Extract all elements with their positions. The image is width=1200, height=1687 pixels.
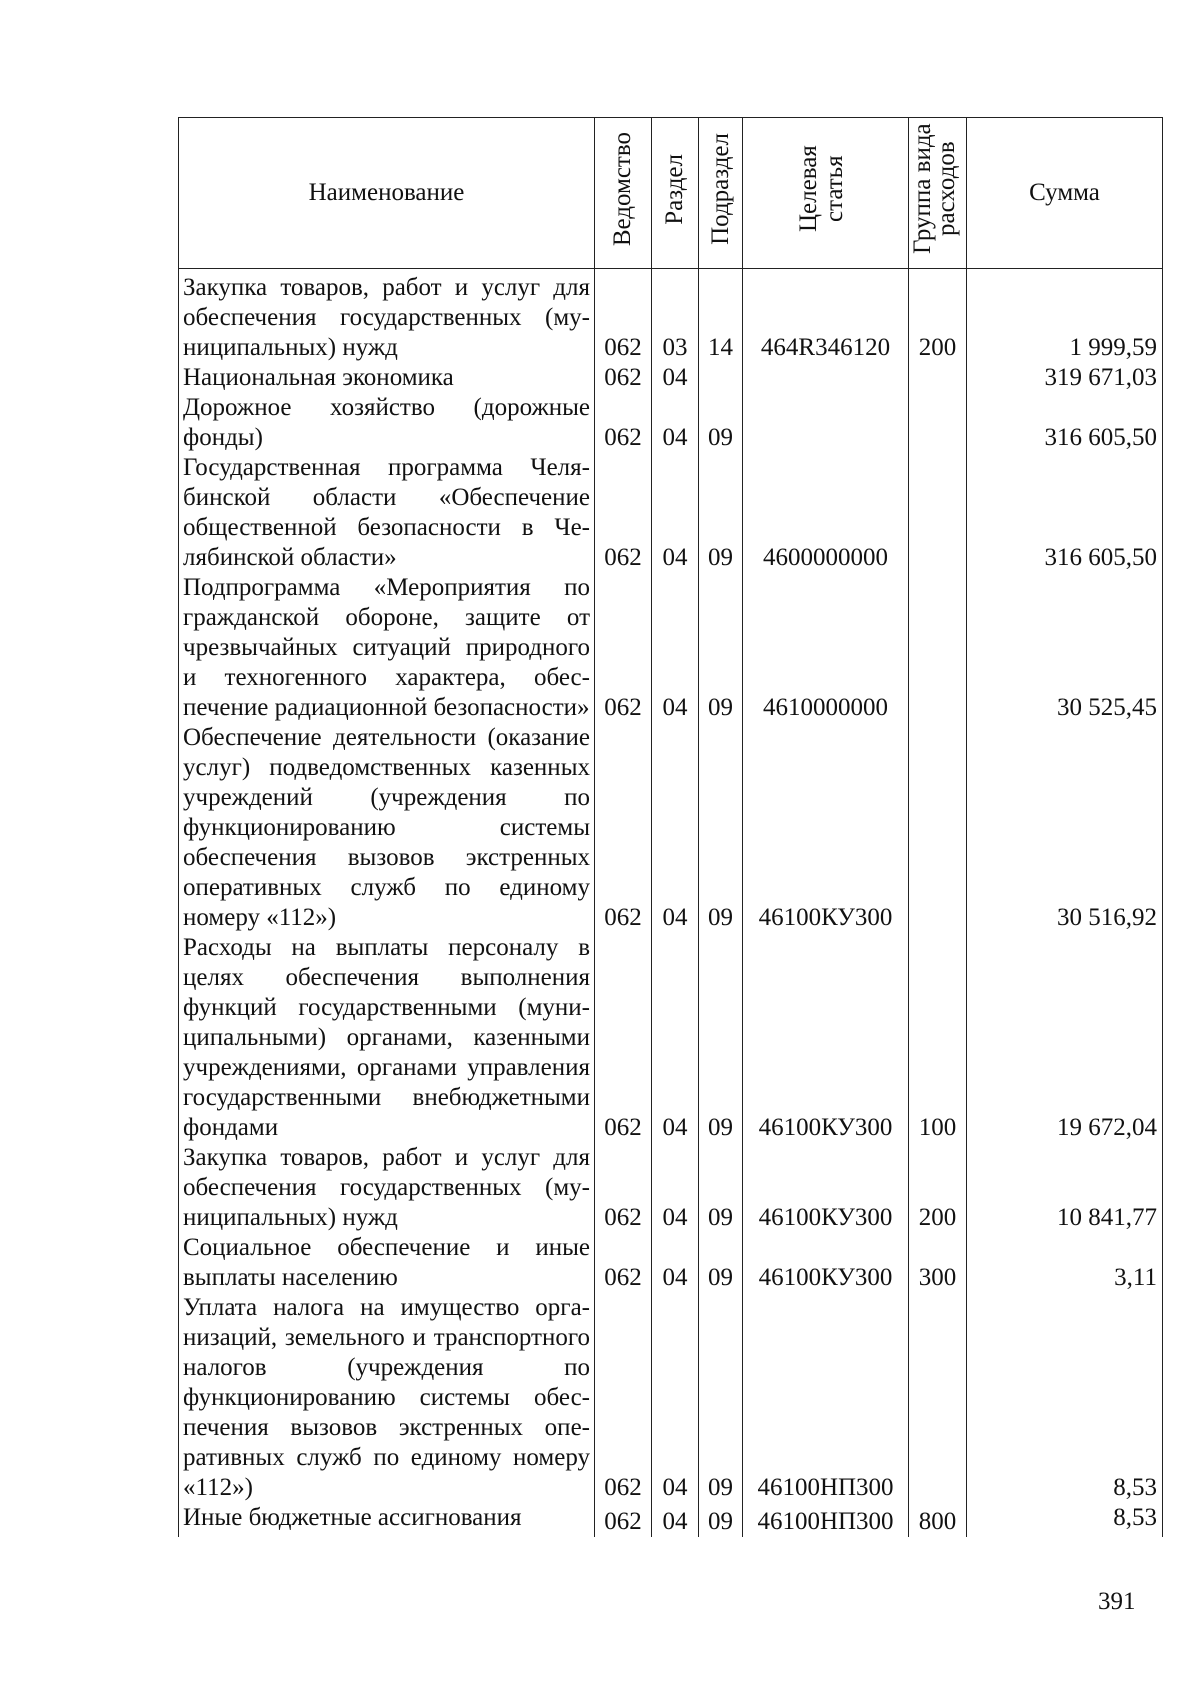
row-gruppa: 200: [909, 1143, 967, 1233]
table-row: [179, 1293, 1163, 1503]
row-name: Дорожное хозяйство (дорожные фонды): [179, 393, 595, 453]
row-summa: 1 999,59: [967, 269, 1163, 364]
table-body: [179, 269, 1163, 1538]
row-summa: 30 516,92: [967, 723, 1163, 933]
row-razdel: 04: [652, 1503, 699, 1537]
row-name: Расходы на выплаты персоналу в целях обеспечения выполнения функций государственными (муниципальными) органами, казенными учреждениями, органами управления государственными внебюджетными фондами: [179, 933, 595, 1143]
row-podrazdel: 09: [699, 393, 743, 453]
row-razdel: 03: [652, 269, 699, 364]
row-celevaya: 46100КУ300: [743, 1233, 909, 1293]
header-vedomstvo-label: Ведомство: [609, 131, 636, 247]
row-name: Иные бюджетные ассигнования: [179, 1503, 595, 1537]
row-celevaya: 464R346120: [743, 269, 909, 364]
row-vedomstvo: 062: [595, 393, 652, 453]
row-summa: 8,53: [967, 1503, 1163, 1537]
row-podrazdel: 09: [699, 933, 743, 1143]
row-summa: 10 841,77: [967, 1143, 1163, 1233]
row-celevaya: [743, 363, 909, 393]
row-razdel: 04: [652, 1293, 699, 1503]
row-vedomstvo: 062: [595, 363, 652, 393]
row-name: Уплата налога на имущество организаций, земельного и транспортного налогов (учреждения по функционированию системы обеспечения вызовов экстренных оперативных служб по единому номеру «112»): [179, 1293, 595, 1503]
row-summa: 30 525,45: [967, 573, 1163, 723]
header-gruppa-label: Группа вида расходов: [908, 123, 960, 255]
row-celevaya: 4600000000: [743, 453, 909, 573]
row-gruppa: 800: [909, 1503, 967, 1537]
row-name: Подпрограмма «Мероприятия по гражданской обороне, защите от чрезвычайных ситуаций природного и техногенного характера, обеспечение радиационной безопасности»: [179, 573, 595, 723]
row-gruppa: [909, 723, 967, 933]
header-summa: Сумма: [967, 118, 1163, 269]
row-podrazdel: 09: [699, 1233, 743, 1293]
page-number: 391: [1098, 1588, 1136, 1615]
row-celevaya: 46100НП300: [743, 1293, 909, 1503]
row-podrazdel: 09: [699, 1503, 743, 1537]
row-razdel: 04: [652, 453, 699, 573]
row-vedomstvo: 062: [595, 269, 652, 364]
header-gruppa: [909, 118, 967, 269]
row-podrazdel: 14: [699, 269, 743, 364]
table-row: [179, 269, 1163, 364]
row-summa: 19 672,04: [967, 933, 1163, 1143]
row-razdel: 04: [652, 723, 699, 933]
row-vedomstvo: 062: [595, 1233, 652, 1293]
row-gruppa: [909, 573, 967, 723]
table-row: [179, 723, 1163, 933]
table-row: [179, 1233, 1163, 1293]
row-summa: 316 605,50: [967, 453, 1163, 573]
row-podrazdel: 09: [699, 453, 743, 573]
row-podrazdel: 09: [699, 1293, 743, 1503]
header-name: Наименование: [179, 118, 595, 269]
row-gruppa: [909, 1293, 967, 1503]
row-podrazdel: 09: [699, 1143, 743, 1233]
row-vedomstvo: 062: [595, 1143, 652, 1233]
row-vedomstvo: 062: [595, 1503, 652, 1537]
row-gruppa: [909, 393, 967, 453]
header-vedomstvo: [595, 118, 652, 269]
row-vedomstvo: 062: [595, 1293, 652, 1503]
table-row: [179, 573, 1163, 723]
row-celevaya: [743, 393, 909, 453]
header-celevaya: [743, 118, 909, 269]
row-celevaya: 4610000000: [743, 573, 909, 723]
row-gruppa: 300: [909, 1233, 967, 1293]
row-vedomstvo: 062: [595, 933, 652, 1143]
row-name: Национальная экономика: [179, 363, 595, 393]
row-vedomstvo: 062: [595, 453, 652, 573]
row-celevaya: 46100НП300: [743, 1503, 909, 1537]
row-gruppa: [909, 363, 967, 393]
row-razdel: 04: [652, 393, 699, 453]
row-name: Государственная программа Челябинской области «Обеспечение общественной безопасности в Челябинской области»: [179, 453, 595, 573]
row-name: Закупка товаров, работ и услуг для обеспечения государственных (муниципальных) нужд: [179, 269, 595, 364]
row-podrazdel: 09: [699, 723, 743, 933]
header-celevaya-label: Целевая статья: [794, 145, 848, 233]
table-row: [179, 393, 1163, 453]
row-summa: 3,11: [967, 1233, 1163, 1293]
row-summa: 316 605,50: [967, 393, 1163, 453]
row-summa: 8,53: [967, 1293, 1163, 1503]
row-celevaya: 46100КУ300: [743, 1143, 909, 1233]
row-gruppa: 100: [909, 933, 967, 1143]
header-razdel-label: Раздел: [661, 153, 688, 225]
table-header-row: [179, 118, 1163, 269]
table-row: [179, 1503, 1163, 1537]
row-razdel: 04: [652, 933, 699, 1143]
row-gruppa: [909, 453, 967, 573]
row-celevaya: 46100КУ300: [743, 723, 909, 933]
table-row: [179, 933, 1163, 1143]
row-name: Закупка товаров, работ и услуг для обеспечения государственных (муниципальных) нужд: [179, 1143, 595, 1233]
row-vedomstvo: 062: [595, 573, 652, 723]
row-razdel: 04: [652, 573, 699, 723]
row-podrazdel: 09: [699, 573, 743, 723]
table-row: [179, 1143, 1163, 1233]
row-name: Обеспечение деятельности (оказание услуг) подведомственных казенных учреждений (учреждения по функционированию системы обеспечения вызовов экстренных оперативных служб по единому номеру «112»): [179, 723, 595, 933]
table-row: [179, 363, 1163, 393]
row-gruppa: 200: [909, 269, 967, 364]
row-summa: 319 671,03: [967, 363, 1163, 393]
row-vedomstvo: 062: [595, 723, 652, 933]
budget-table: [178, 117, 1163, 1537]
header-podrazdel-label: Подраздел: [706, 133, 734, 245]
table-row: [179, 453, 1163, 573]
row-name: Социальное обеспечение и иные выплаты населению: [179, 1233, 595, 1293]
row-razdel: 04: [652, 363, 699, 393]
header-razdel: [652, 118, 699, 269]
header-podrazdel: [699, 118, 743, 269]
row-podrazdel: [699, 363, 743, 393]
row-celevaya: 46100КУ300: [743, 933, 909, 1143]
row-razdel: 04: [652, 1233, 699, 1293]
row-razdel: 04: [652, 1143, 699, 1233]
